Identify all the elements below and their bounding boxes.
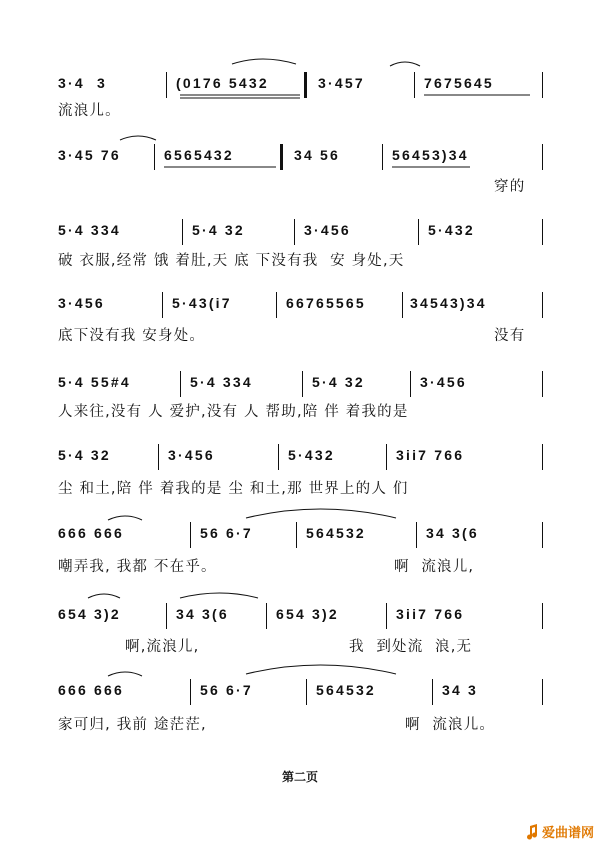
- lyric-text: 底下没有我 安身处。: [58, 328, 206, 344]
- lyric-text: 家可归, 我前 途茫茫,: [58, 717, 207, 733]
- measure: 34 3(6: [176, 606, 229, 622]
- measure: 3·456: [168, 447, 215, 463]
- measure: 5·4 32: [192, 222, 245, 238]
- lyric-text: 人来往,没有 人 爱护,没有 人 帮助,陪 伴 着我的是: [58, 404, 409, 420]
- measure: 564532: [306, 525, 366, 541]
- measure: 654 3)2: [58, 606, 121, 622]
- measure: 7675645: [424, 75, 494, 91]
- page-number: 第二页: [281, 770, 318, 784]
- measure: 5·4 334: [58, 222, 121, 238]
- measure: 5·4 55#4: [58, 374, 131, 390]
- measure: 5·4 32: [58, 447, 111, 463]
- measure: 3·456: [58, 295, 105, 311]
- lyric-text: 啊 流浪儿,: [394, 559, 475, 575]
- measure: 3·456: [304, 222, 351, 238]
- lyric-text: 啊 流浪儿。: [405, 717, 496, 733]
- measure: (0176 5432: [176, 75, 269, 91]
- measure: 34 56: [294, 147, 341, 163]
- measure: 34 3: [442, 682, 479, 698]
- measure: 3·45 76: [58, 147, 121, 163]
- measure: 654 3)2: [276, 606, 339, 622]
- measure: 6565432: [164, 147, 234, 163]
- lyric-text: 啊,流浪儿,: [125, 639, 200, 655]
- measure: 5·43(i7: [172, 295, 232, 311]
- music-note-icon: [525, 824, 539, 840]
- measure: 3·456: [420, 374, 467, 390]
- lyric-text: 没有: [494, 328, 526, 344]
- measure: 66765565: [286, 295, 366, 311]
- measure: 34543)34: [410, 295, 487, 311]
- logo-text: 爱曲谱网: [541, 826, 594, 841]
- site-logo: [525, 822, 594, 841]
- measure: 3ii7 766: [396, 447, 465, 463]
- measure: 56 6·7: [200, 682, 253, 698]
- measure: 666 666: [58, 525, 125, 541]
- lyric-text: 嘲弄我, 我都 不在乎。: [58, 559, 217, 575]
- measure: 666 666: [58, 682, 125, 698]
- measure: 3·457: [318, 75, 365, 91]
- lyric-text: 尘 和土,陪 伴 着我的是 尘 和土,那 世界上的人 们: [58, 481, 409, 497]
- lyric-text: 穿的: [494, 179, 526, 195]
- measure: 3ii7 766: [396, 606, 465, 622]
- measure: 5·432: [428, 222, 475, 238]
- measure: 5·4 334: [190, 374, 253, 390]
- lyric-text: 我 到处流 浪,无: [349, 639, 473, 655]
- measure: 5·432: [288, 447, 335, 463]
- measure: 56453)34: [392, 147, 469, 163]
- lyric-text: 破 衣服,经常 饿 着肚,天 底 下没有我 安 身处,天: [58, 253, 405, 269]
- measure: 5·4 32: [312, 374, 365, 390]
- lyric-text: 流浪儿。: [58, 103, 121, 119]
- measure: 56 6·7: [200, 525, 253, 541]
- measure: 3·4 3: [58, 75, 107, 91]
- measure: 564532: [316, 682, 376, 698]
- measure: 34 3(6: [426, 525, 479, 541]
